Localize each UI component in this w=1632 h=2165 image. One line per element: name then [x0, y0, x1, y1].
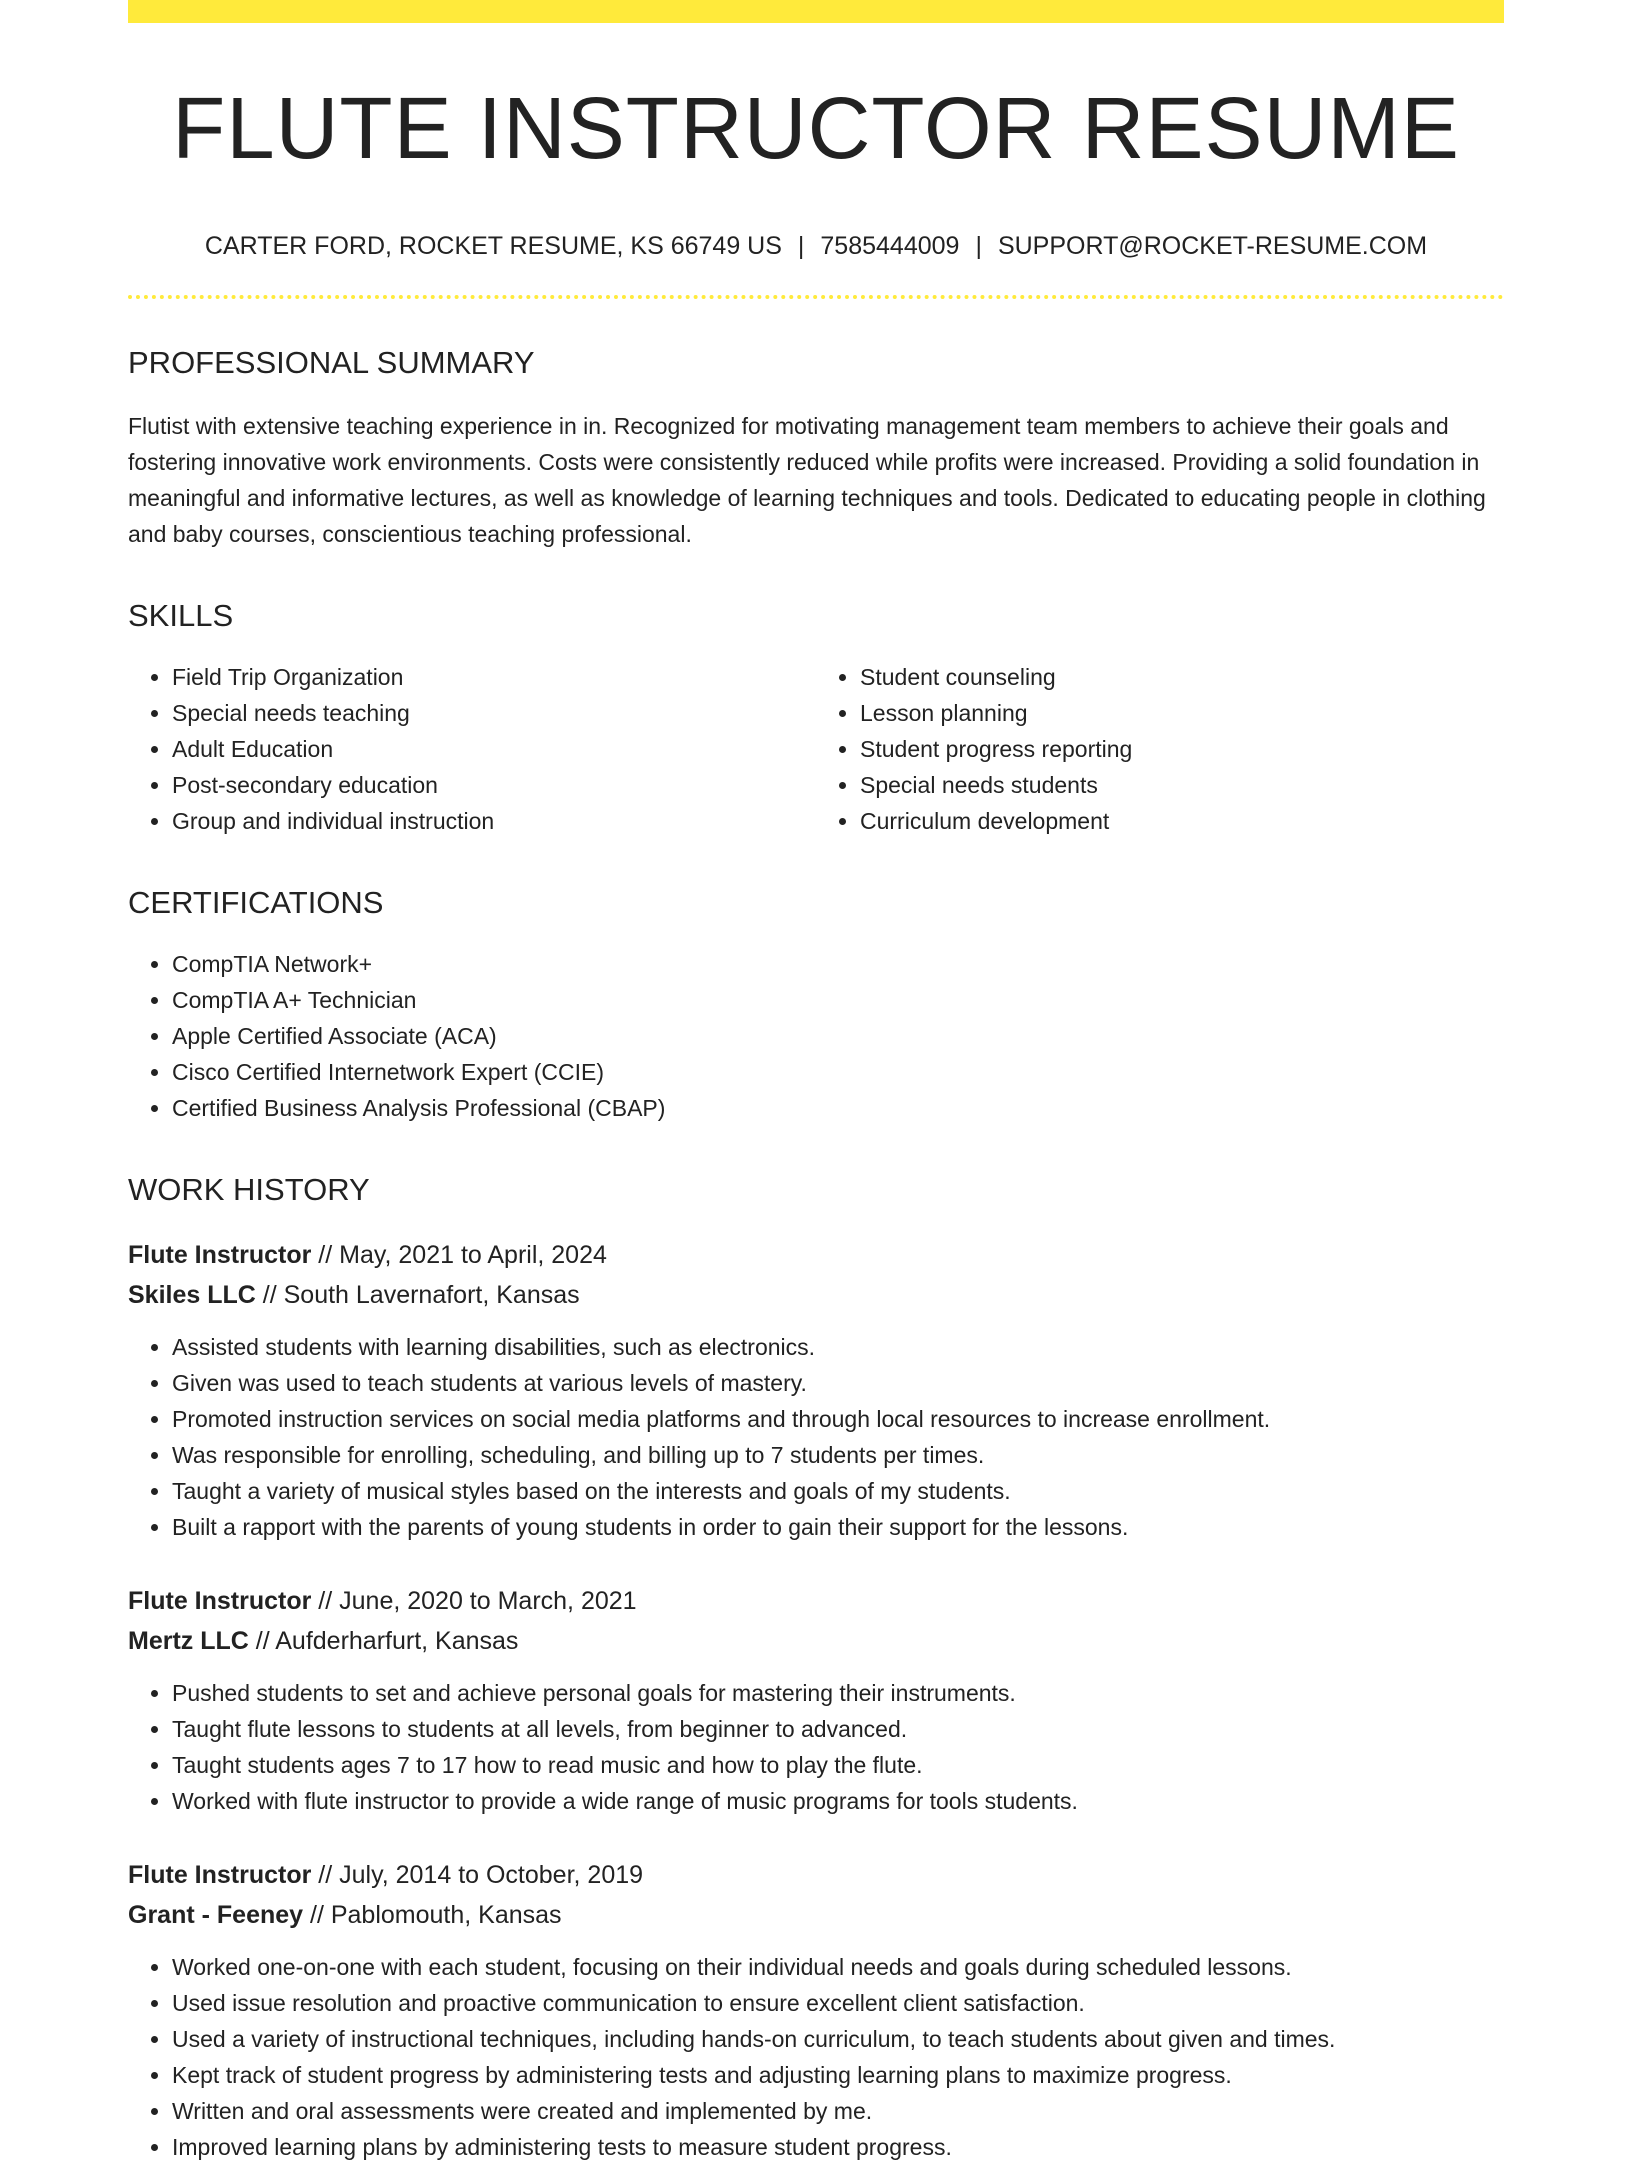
job-bullet: • Worked one-on-one with each student, focusing on their individual needs and goals during scheduled lessons.: [172, 1949, 1504, 1985]
job-title: Flute Instructor: [128, 1587, 312, 1615]
job-title-line: [128, 1235, 1504, 1275]
job-title: Flute Instructor: [128, 1241, 312, 1269]
job-bullet: • Used issue resolution and proactive communication to ensure excellent client satisfaction.: [172, 1985, 1504, 2021]
certification-item: • Cisco Certified Internetwork Expert (CCIE): [172, 1054, 1504, 1090]
work-history-heading: WORK HISTORY: [128, 1172, 370, 1207]
contact-name-address: CARTER FORD, ROCKET RESUME, KS 66749 US: [204, 232, 782, 260]
skills-list-left: [128, 659, 816, 839]
summary-text: Flutist with extensive teaching experience in in. Recognized for motivating management team members to achieve their goals and fostering innovative work environments. Costs were consistently reduced while profits were increased. Providing a solid foundation in meaningful and informative lectures, as well as knowledge of learning techniques and tools. Dedicated to educating people in clothing and baby courses, conscientious teaching professional.: [128, 413, 1486, 547]
job-bullets: [128, 1675, 1504, 1819]
resume-page: [128, 0, 1504, 2165]
job-dates: // May, 2021 to April, 2024: [318, 1241, 607, 1269]
skill-item: • Group and individual instruction: [172, 803, 816, 839]
job-title-line: [128, 1855, 1504, 1895]
job-location: // Pablomouth, Kansas: [310, 1901, 562, 1929]
job-bullet: • Kept track of student progress by administering tests and adjusting learning plans to maximize progress.: [172, 2057, 1504, 2093]
skill-item: • Curriculum development: [860, 803, 1504, 839]
certifications-list: [128, 946, 1504, 1126]
job-company: Skiles LLC: [128, 1281, 256, 1309]
job-bullet: • Built a rapport with the parents of young students in order to gain their support for the lessons.: [172, 1509, 1504, 1545]
job-entry: [128, 1855, 1504, 2165]
job-dates: // June, 2020 to March, 2021: [318, 1587, 637, 1615]
job-bullets: [128, 1949, 1504, 2165]
certification-item: • Apple Certified Associate (ACA): [172, 1018, 1504, 1054]
skill-item: • Student progress reporting: [860, 731, 1504, 767]
job-location: // South Lavernafort, Kansas: [262, 1281, 580, 1309]
job-bullet: • Improved learning plans by administering tests to measure student progress.: [172, 2129, 1504, 2165]
certification-item: • CompTIA A+ Technician: [172, 982, 1504, 1018]
job-bullet: • Given was used to teach students at various levels of mastery.: [172, 1365, 1504, 1401]
skill-item: • Field Trip Organization: [172, 659, 816, 695]
job-company-line: [128, 1275, 1504, 1315]
job-title: Flute Instructor: [128, 1861, 312, 1889]
contact-line: [128, 234, 1504, 259]
job-dates: // July, 2014 to October, 2019: [318, 1861, 644, 1889]
skill-item: • Lesson planning: [860, 695, 1504, 731]
job-entry: [128, 1235, 1504, 1545]
job-bullets: [128, 1329, 1504, 1545]
certifications-heading: CERTIFICATIONS: [128, 885, 384, 920]
contact-separator: |: [975, 232, 982, 260]
job-title-line: [128, 1581, 1504, 1621]
resume-title: FLUTE INSTRUCTOR RESUME: [172, 80, 1460, 177]
job-bullet: • Was responsible for enrolling, scheduling, and billing up to 7 students per times.: [172, 1437, 1504, 1473]
skills-heading: SKILLS: [128, 598, 234, 633]
contact-email: SUPPORT@ROCKET-RESUME.COM: [997, 232, 1428, 260]
skill-item: • Post-secondary education: [172, 767, 816, 803]
skill-item: • Special needs teaching: [172, 695, 816, 731]
certification-item: • Certified Business Analysis Professional (CBAP): [172, 1090, 1504, 1126]
certification-item: • CompTIA Network+: [172, 946, 1504, 982]
job-bullet: • Used a variety of instructional techniques, including hands-on curriculum, to teach students about given and times.: [172, 2021, 1504, 2057]
skills-columns: [128, 631, 1504, 839]
skill-item: • Student counseling: [860, 659, 1504, 695]
skills-list-right: [816, 659, 1504, 839]
contact-phone: 7585444009: [820, 232, 960, 260]
job-bullet: • Worked with flute instructor to provide a wide range of music programs for tools students.: [172, 1783, 1504, 1819]
job-bullet: • Taught a variety of musical styles based on the interests and goals of my students.: [172, 1473, 1504, 1509]
job-bullet: • Promoted instruction services on social media platforms and through local resources to increase enrollment.: [172, 1401, 1504, 1437]
job-company: Grant - Feeney: [128, 1901, 304, 1929]
skill-item: • Adult Education: [172, 731, 816, 767]
job-company: Mertz LLC: [128, 1627, 249, 1655]
job-bullet: • Written and oral assessments were created and implemented by me.: [172, 2093, 1504, 2129]
contact-separator: |: [797, 232, 805, 260]
job-bullet: • Taught students ages 7 to 17 how to read music and how to play the flute.: [172, 1747, 1504, 1783]
job-entry: [128, 1581, 1504, 1819]
job-location: // Aufderharfurt, Kansas: [255, 1627, 519, 1655]
skill-item: • Special needs students: [860, 767, 1504, 803]
top-accent-bar: [128, 0, 1504, 23]
summary-heading: PROFESSIONAL SUMMARY: [128, 345, 535, 380]
job-bullet: • Assisted students with learning disabilities, such as electronics.: [172, 1329, 1504, 1365]
job-bullet: • Taught flute lessons to students at all levels, from beginner to advanced.: [172, 1711, 1504, 1747]
job-bullet: • Pushed students to set and achieve personal goals for mastering their instruments.: [172, 1675, 1504, 1711]
dotted-divider: [128, 295, 1504, 299]
job-company-line: [128, 1621, 1504, 1661]
job-company-line: [128, 1895, 1504, 1935]
